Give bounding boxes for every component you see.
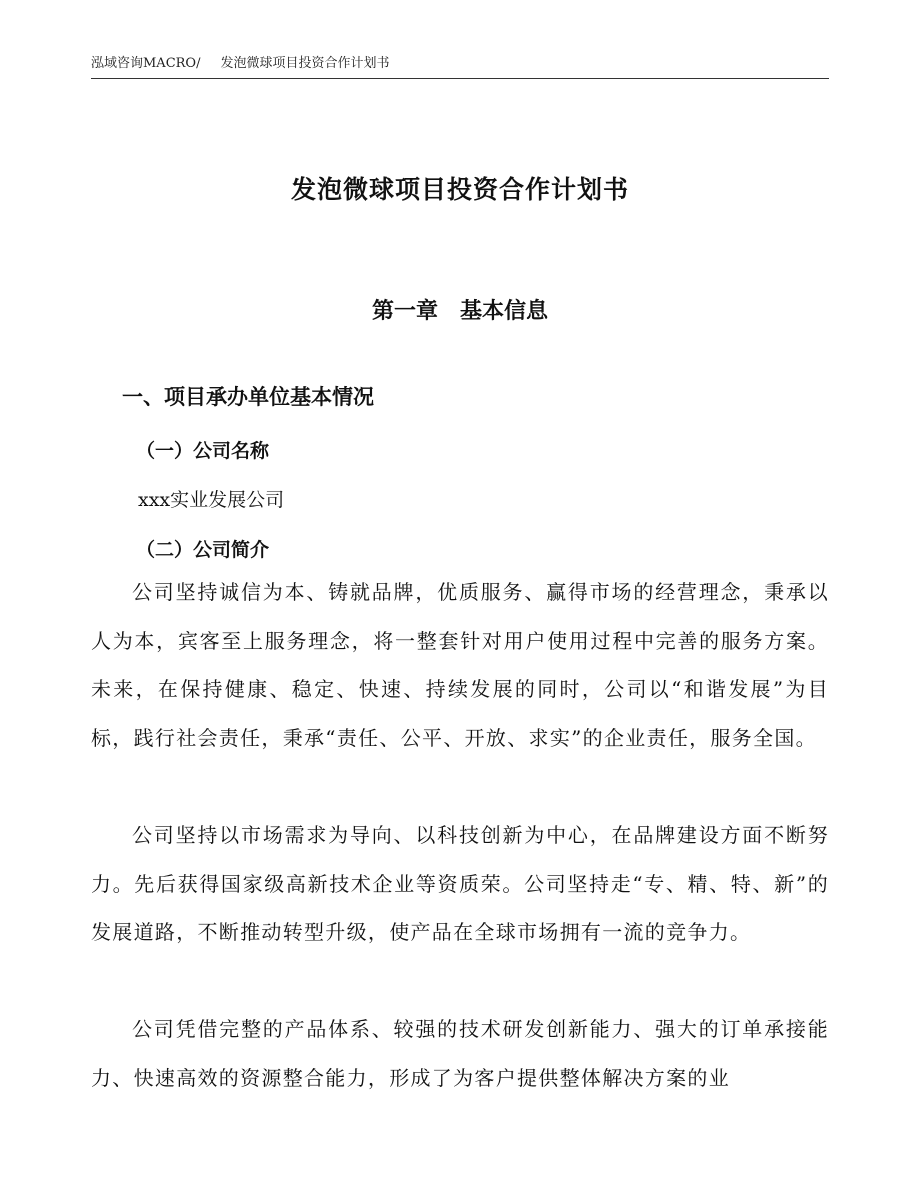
- paragraph: 公司凭借完整的产品体系、较强的技术研发创新能力、强大的订单承接能力、快速高效的资源整合能力，形成了为客户提供整体解决方案的业: [91, 1017, 829, 1090]
- paragraph: 公司坚持诚信为本、铸就品牌，优质服务、赢得市场的经营理念，秉承以人为本，宾客至上服务理念，将一整套针对用户使用过程中完善的服务方案。未来，在保持健康、稳定、快速、持续发展的同时，公司以“和谐发展”为目标，践行社会责任，秉承“责任、公平、开放、求实”的企业责任，服务全国。: [91, 580, 829, 750]
- document-title: 发泡微球项目投资合作计划书: [290, 175, 629, 204]
- header-brand: 泓域咨询MACRO/: [91, 56, 201, 71]
- subsection-heading-company-profile: （二）公司简介: [136, 539, 270, 561]
- page-header: [91, 52, 390, 71]
- chapter-title: 第一章 基本信息: [371, 299, 548, 324]
- section-heading: 一、项目承办单位基本情况: [122, 385, 374, 409]
- header-doc-name: 发泡微球项目投资合作计划书: [220, 56, 390, 71]
- paragraph: 公司坚持以市场需求为导向、以科技创新为中心，在品牌建设方面不断努力。先后获得国家级高新技术企业等资质荣。公司坚持走“专、精、特、新”的发展道路，不断推动转型升级，使产品在全球市场拥有一流的竞争力。: [91, 823, 829, 944]
- company-name-value: xxx实业发展公司: [138, 489, 285, 511]
- subsection-heading-company-name: （一）公司名称: [136, 440, 270, 462]
- header-divider: [91, 78, 829, 79]
